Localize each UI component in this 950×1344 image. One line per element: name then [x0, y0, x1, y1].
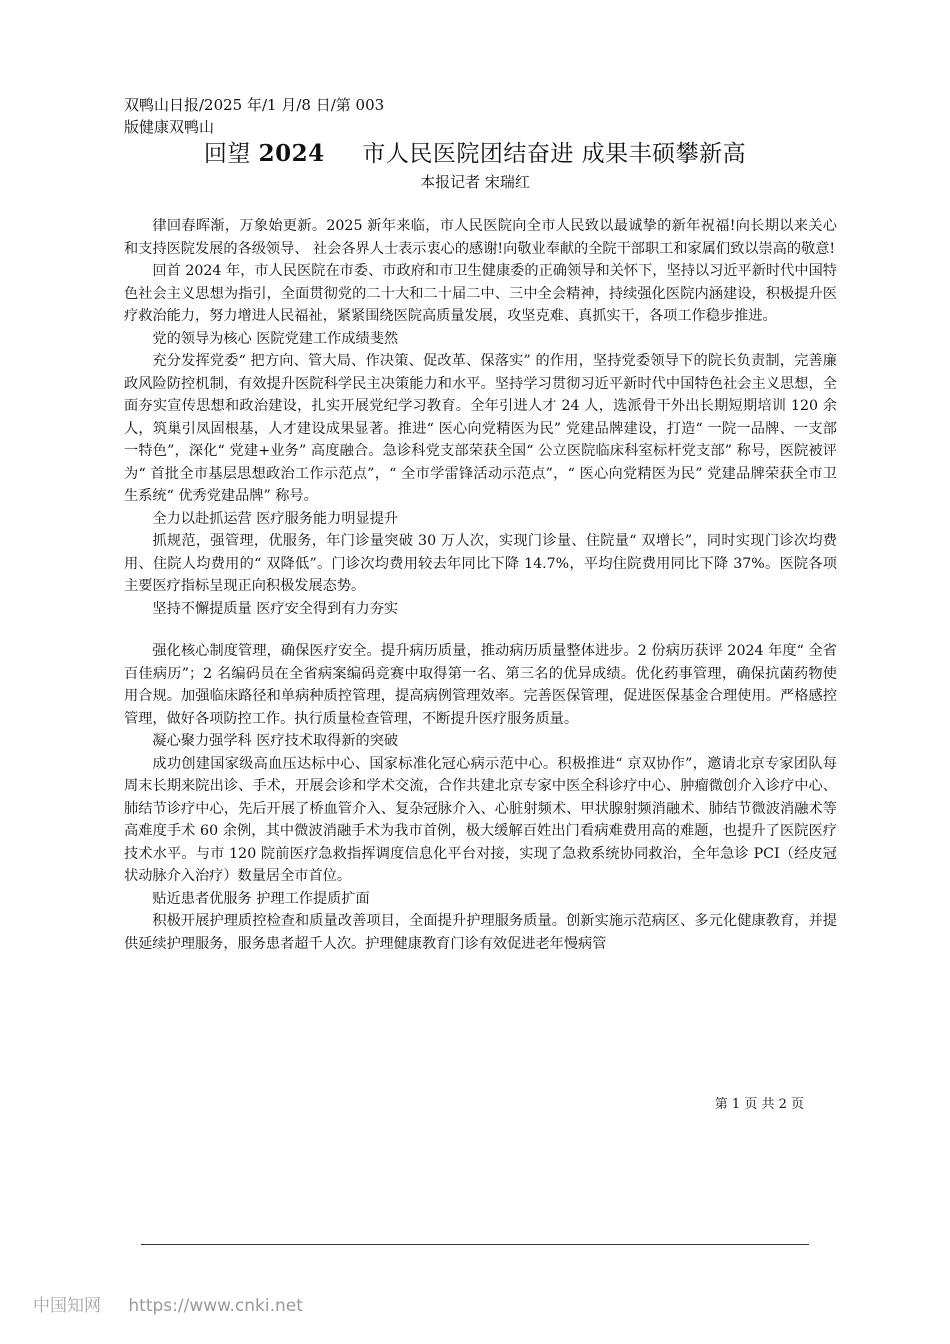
title-prefix: 回望 [203, 141, 251, 167]
paragraph-operations: 抓规范，强管理，优服务，年门诊量突破 30 万人次，实现门诊量、住院量“ 双增长”，同时实现门诊次均费用、住院人均费用的“ 双降低”。门诊次均费用较去年同比下降 14.7%，平均住院费用同比下降 37%。医院各项主要医疗指标呈现正向积极发展态势。 [124, 533, 837, 594]
section-heading: 坚持不懈提质量 医疗安全得到有力夯实 [152, 600, 399, 617]
paragraph-intro: 律回春晖渐，万象始更新。2025 新年来临，市人民医院向全市人民致以最诚挚的新年祝福!向长期以来关心和支持医院发展的各级领导、 社会各界人士表示衷心的感谢!向敬业奉献的全院干部职工和家属们致以崇高的敬意! [124, 218, 837, 257]
paragraph-party: 充分发挥党委“ 把方向、管大局、作决策、促改革、保落实” 的作用，坚持党委领导下的院长负责制，完善廉政风险防控机制，有效提升医院科学民主决策能力和水平。坚持学习贯彻习近平新时代中国特色社会主义思想，全面夯实宣传思想和政治建设，扎实开展党纪学习教育。全年引进人才 24 人，选派骨干外出长期短期培训 120 余人，筑巢引凤固根基，人才建设成果显著。推进“ 医心向党精医为民” 党建品牌建设，打造“ 一院一品牌、一支部一特色”，深化“ 党建+业务” 高度融合。急诊科党支部荣获全国“ 公立医院临床科室标杆党支部” 称号，医院被评为“ 首批全市基层思想政治工作示范点”，“ 全市学雷锋活动示范点”，“ 医心向党精医为民” 党建品牌荣获全市卫生系统“ 优秀党建品牌” 称号。 [124, 353, 837, 504]
article-title [0, 139, 950, 169]
source-line-1: 双鸭山日报/2025 年/1 月/8 日/第 003 [124, 96, 385, 114]
paragraph-nursing: 积极开展护理质控检查和质量改善项目，全面提升护理服务质量。创新实施示范病区、多元化健康教育，并提供延续护理服务，服务患者超千人次。护理健康教育门诊有效促进老年慢病管 [124, 913, 837, 952]
paragraph-review: 回首 2024 年，市人民医院在市委、市政府和市卫生健康委的正确领导和关怀下，坚持以习近平新时代中国特色社会主义思想为指引，全面贯彻党的二十大和二十届二中、三中全会精神，持续强化医院内涵建设，积极提升医疗救治能力，努力增进人民福祉，紧紧围绕医院高质量发展，攻坚克难、真抓实干，各项工作稳步推进。 [124, 263, 837, 324]
source-line-2: 版健康双鸭山 [124, 118, 215, 136]
source-citation [124, 94, 424, 138]
watermark-brand: 中国知网 [33, 1296, 101, 1316]
watermark-url[interactable]: https://www.cnki.net [128, 1296, 303, 1316]
paragraph-technology: 成功创建国家级高血压达标中心、国家标准化冠心病示范中心。积极推进“ 京双协作”，邀请北京专家团队每周末长期来院出诊、手术，开展会诊和学术交流，合作共建北京专家中医全科诊疗中心、肿瘤微创介入诊疗中心、肺结节诊疗中心，先后开展了桥血管介入、复杂冠脉介入、心脏射频术、甲状腺射频消融术、肺结节微波消融术等高难度手术 60 余例，其中微波消融手术为我市首例，极大缓解百姓出门看病难费用高的难题，也提升了医院医疗技术水平。与市 120 院前医疗急救指挥调度信息化平台对接，实现了急救系统协同救治，全年急诊 PCI（经皮冠状动脉介入治疗）数量居全市首位。 [124, 755, 837, 884]
spacer [124, 620, 837, 640]
section-heading: 全力以赴抓运营 医疗服务能力明显提升 [152, 510, 399, 527]
page-indicator: 第 1 页 共 2 页 [714, 1097, 804, 1112]
watermark [33, 1294, 303, 1318]
title-rest: 市人民医院团结奋进 成果丰硕攀新高 [362, 141, 747, 167]
section-heading: 贴近患者优服务 护理工作提质扩面 [152, 890, 370, 907]
title-year: 2024 [258, 140, 325, 167]
section-heading: 党的领导为核心 医院党建工作成绩斐然 [152, 330, 399, 347]
article-body [124, 215, 837, 955]
footer-divider [141, 1244, 809, 1245]
byline: 本报记者 宋瑞红 [420, 173, 530, 191]
paragraph-quality: 强化核心制度管理，确保医疗安全。提升病历质量，推动病历质量整体进步。2 份病历获评 2024 年度“ 全省百佳病历”；2 名编码员在全省病案编码竞赛中取得第一名、第三名的优异成绩。优化药事管理，确保抗菌药物使用合规。加强临床路径和单病种质控管理，提高病例管理效率。完善医保管理，促进医保基金合理使用。严格感控管理，做好各项防控工作。执行质量检查管理，不断提升医疗服务质量。 [124, 643, 837, 727]
section-heading: 凝心聚力强学科 医疗技术取得新的突破 [152, 733, 399, 749]
